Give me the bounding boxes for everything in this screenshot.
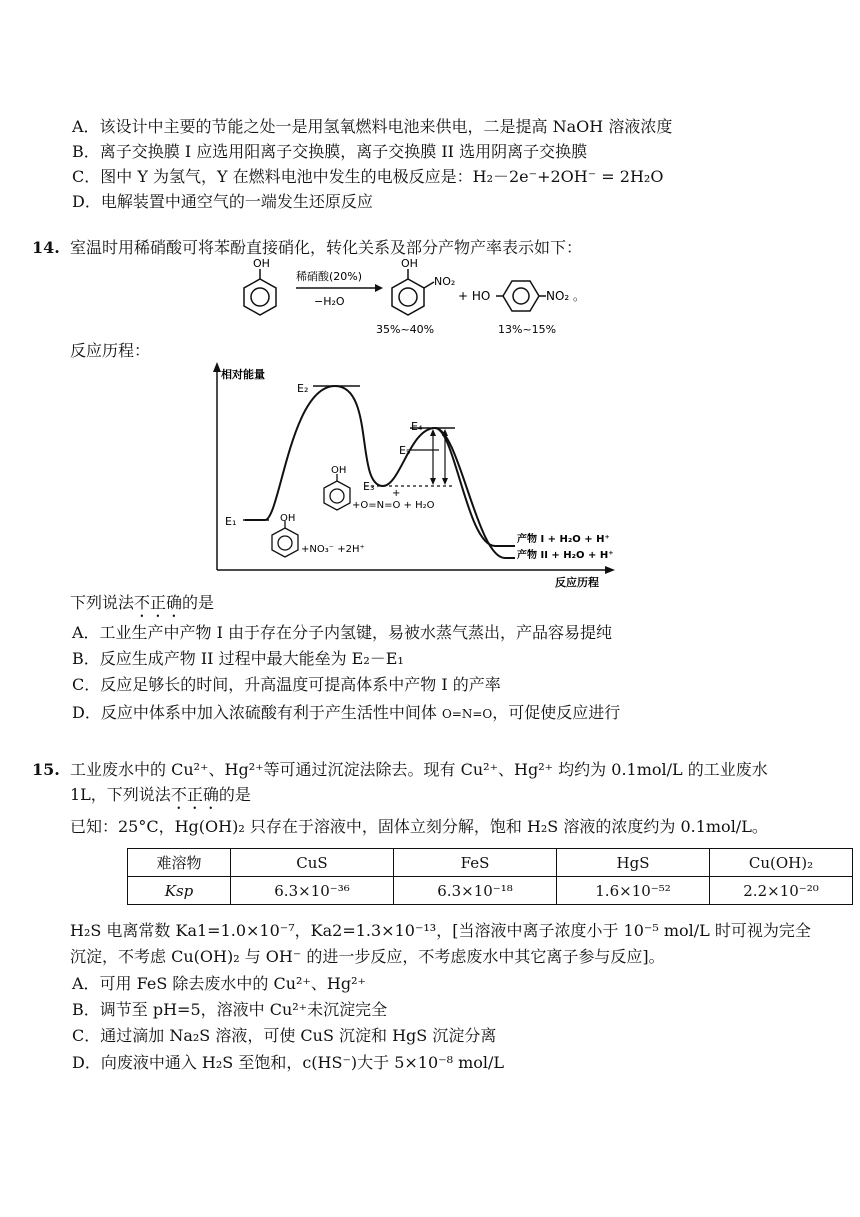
q15-option-d: D．向废液中通入 H₂S 至饱和，c(HS⁻)大于 5×10⁻⁸ mol/L: [72, 1053, 505, 1072]
ksp-header-cell: 难溶物: [128, 849, 231, 877]
product2-label: 产物 II + H₂O + H⁺: [517, 550, 614, 561]
q14-option-c: C．反应足够长的时间，升高温度可提高体系中产物 I 的产率: [72, 675, 501, 694]
q15-option-c: C．通过滴加 Na₂S 溶液，可使 CuS 沉淀和 HgS 沉淀分离: [72, 1026, 497, 1045]
nitration-scheme: [230, 255, 610, 340]
phenol-oh: OH: [253, 257, 270, 270]
para-ho: + HO: [458, 289, 491, 303]
minus-water: −H₂O: [314, 295, 345, 308]
q15-number: 15.: [32, 760, 60, 779]
ortho-oh: OH: [401, 257, 418, 270]
yield-ortho: 35%~40%: [376, 323, 435, 336]
q13-option-d: D．电解装置中通空气的一端发生还原反应: [72, 192, 373, 211]
intermediate-phenol: [324, 474, 350, 510]
label-e1: E₁: [225, 515, 237, 528]
phenol-structure: [244, 269, 276, 315]
product1-label: 产物 I + H₂O + H⁺: [517, 534, 610, 545]
q15-stem-line1: 工业废水中的 Cu²⁺、Hg²⁺等可通过沉淀法除去。现有 Cu²⁺、Hg²⁺ 均约为 0.1mol/L 的工业废水: [70, 760, 768, 779]
label-e3: E₃: [363, 480, 375, 493]
q13-option-b: B．离子交换膜 I 应选用阳离子交换膜，离子交换膜 II 选用阴离子交换膜: [72, 142, 588, 161]
yield-para: 13%~15%: [498, 323, 557, 336]
ksp-header-row: [128, 849, 853, 877]
q15-note-line1: H₂S 电离常数 Ka1=1.0×10⁻⁷，Ka2=1.3×10⁻¹³，[当溶液中离子浓度小于 10⁻⁵ mol/L 时可视为完全: [70, 921, 811, 940]
reactant-phenol: [272, 521, 298, 557]
q15-stem-line2: 1L，下列说法不正确的是: [70, 785, 251, 804]
reactant-species: +NO₃⁻ +2H⁺: [301, 544, 365, 555]
ksp-header-cell: Cu(OH)₂: [710, 849, 853, 877]
ksp-header-cell: HgS: [557, 849, 710, 877]
intermediate-oh: OH: [331, 465, 347, 476]
reagent-label: 稀硝酸(20%): [296, 270, 363, 283]
q13-option-c: C．图中 Y 为氢气，Y 在燃料电池中发生的电极反应是：H₂－2e⁻+2OH⁻ = 2H₂O: [72, 167, 664, 186]
q13-option-a: A．该设计中主要的节能之处一是用氢氧燃料电池来供电，二是提高 NaOH 溶液浓度: [72, 117, 673, 136]
process-label: 反应历程：: [70, 341, 151, 360]
ksp-header-cell: FeS: [394, 849, 557, 877]
ksp-value-cell: 6.3×10⁻¹⁸: [394, 877, 557, 905]
q14-question: 下列说法不正确的是: [70, 593, 215, 612]
para-nitrophenol-structure: [496, 281, 546, 311]
ksp-value-row: [128, 877, 853, 905]
q14-option-b: B．反应生成产物 II 过程中最大能垒为 E₂－E₁: [72, 649, 404, 668]
q15-option-a: A．可用 FeS 除去废水中的 Cu²⁺、Hg²⁺: [72, 974, 366, 993]
reactant-oh: OH: [280, 513, 296, 524]
label-e5: E₅: [399, 444, 411, 457]
ksp-value-cell: 2.2×10⁻²⁰: [710, 877, 853, 905]
x-axis-label: 反应历程: [555, 576, 599, 589]
ortho-nitrophenol-structure: [392, 269, 434, 315]
energy-profile-diagram: [205, 358, 635, 593]
q15-option-b: B．调节至 pH=5，溶液中 Cu²⁺未沉淀完全: [72, 1000, 388, 1019]
energy-curve-product2: [435, 428, 515, 558]
label-e4: E₄: [411, 420, 423, 433]
ksp-value-cell: 6.3×10⁻³⁶: [231, 877, 394, 905]
ksp-table: [127, 848, 853, 905]
q14-option-a: A．工业生产中产物 I 由于存在分子内氢键，易被水蒸气蒸出，产品容易提纯: [72, 623, 613, 642]
q15-note-line2: 沉淀，不考虑 Cu(OH)₂ 与 OH⁻ 的进一步反应，不考虑废水中其它离子参与反应]。: [70, 947, 665, 966]
y-axis-label: 相对能量: [221, 368, 265, 381]
nitronium-charge: +: [392, 488, 401, 499]
ortho-no2: NO₂: [434, 275, 456, 288]
q15-known: 已知：25°C，Hg(OH)₂ 只存在于溶液中，固体立刻分解，饱和 H₂S 溶液的浓度约为 0.1mol/L。: [70, 817, 768, 836]
label-e2: E₂: [297, 382, 309, 395]
ksp-row-label: Ksp: [128, 877, 231, 905]
q14-option-d: D．反应中体系中加入浓硫酸有利于产生活性中间体 O=N=O，可促使反应进行: [72, 703, 621, 722]
intermediate-species: +O=N=O + H₂O: [352, 500, 435, 511]
q14-number: 14.: [32, 238, 60, 257]
ksp-header-cell: CuS: [231, 849, 394, 877]
para-no2: NO₂ 。: [546, 289, 586, 303]
nitronium-ion: O=N=O: [441, 707, 493, 721]
q14-stem: 室温时用稀硝酸可将苯酚直接硝化，转化关系及部分产物产率表示如下：: [70, 238, 583, 257]
ksp-value-cell: 1.6×10⁻⁵²: [557, 877, 710, 905]
